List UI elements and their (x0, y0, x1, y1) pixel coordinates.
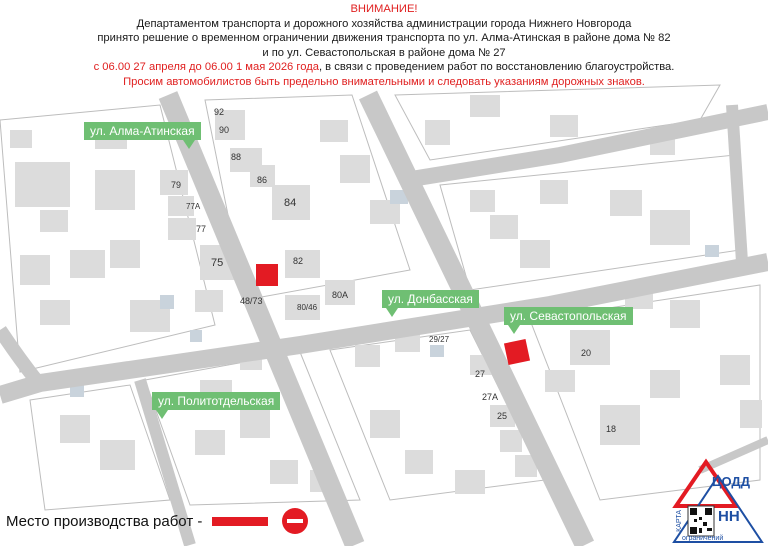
logo-bottom-text: ограничений (682, 535, 724, 542)
house-number: 90 (219, 125, 230, 135)
label-pointer (386, 308, 398, 317)
house-number: 27А (482, 392, 499, 402)
house-number: 18 (606, 424, 617, 434)
notice-line-2: Департаментом транспорта и дорожного хозяйства администрации города Нижнего Новгорода (136, 17, 632, 30)
logo-brand: ЦОДД (712, 474, 750, 489)
notice-line-3: принято решение о временном ограничении движения транспорта по ул. Алма-Атинская в районе дома № 82 (97, 32, 671, 45)
notice (0, 2, 768, 90)
label-pointer (183, 140, 195, 149)
house-number: 88 (231, 152, 242, 162)
legend-label: Место производства работ - (6, 512, 203, 530)
notice-line-5 (0, 60, 768, 75)
work-zone-sevastopolskaya (504, 339, 530, 365)
logo-side-text: КАРТА (676, 510, 683, 532)
street-name: ул. Донбасская (388, 292, 473, 306)
street-label-alma-atinskaya (84, 122, 201, 140)
street-label-politotdelskaya (152, 392, 280, 410)
notice-attention: ВНИМАНИЕ! (350, 3, 418, 15)
no-entry-icon (282, 508, 308, 534)
legend (6, 508, 308, 534)
house-number: 77А (186, 202, 201, 211)
notice-line-4: и по ул. Севастопольская в районе дома № 27 (262, 46, 506, 59)
work-zone-swatch (212, 517, 268, 526)
codd-logo (672, 458, 768, 544)
street-name: ул. Политотдельская (158, 394, 275, 408)
work-zone-alma-atinskaya (256, 264, 278, 286)
house-number: 92 (214, 107, 225, 117)
logo-city: НН (718, 508, 740, 525)
notice-dates: с 06.00 27 апреля до 06.00 1 мая 2026 года (93, 61, 319, 74)
house-number: 25 (497, 411, 508, 421)
house-number: 75 (211, 257, 224, 269)
house-number: 80/46 (297, 303, 318, 312)
notice-line-6: Просим автомобилистов быть предельно внимательными и следовать указаниям дорожных знаков. (123, 75, 645, 88)
house-number: 48/73 (240, 296, 263, 306)
street-label-donbasskaya (382, 290, 479, 308)
house-number: 29/27 (429, 335, 450, 344)
house-number: 27 (475, 369, 486, 379)
house-number: 20 (581, 348, 592, 358)
roads (0, 95, 768, 545)
street-name: ул. Севастопольская (510, 309, 627, 323)
notice-reason: , в связи с проведением работ по восстановлению благоустройства. (318, 61, 675, 74)
house-number: 82 (293, 256, 304, 266)
label-pointer (156, 410, 168, 419)
house-number: 84 (284, 197, 297, 209)
street-name: ул. Алма-Атинская (90, 124, 195, 138)
house-number: 80А (332, 290, 349, 300)
street-label-sevastopolskaya (504, 307, 633, 325)
logo-graphic (672, 458, 768, 544)
house-number: 79 (171, 180, 182, 190)
house-number: 86 (257, 175, 268, 185)
label-pointer (508, 325, 520, 334)
house-number: 77 (196, 224, 207, 234)
